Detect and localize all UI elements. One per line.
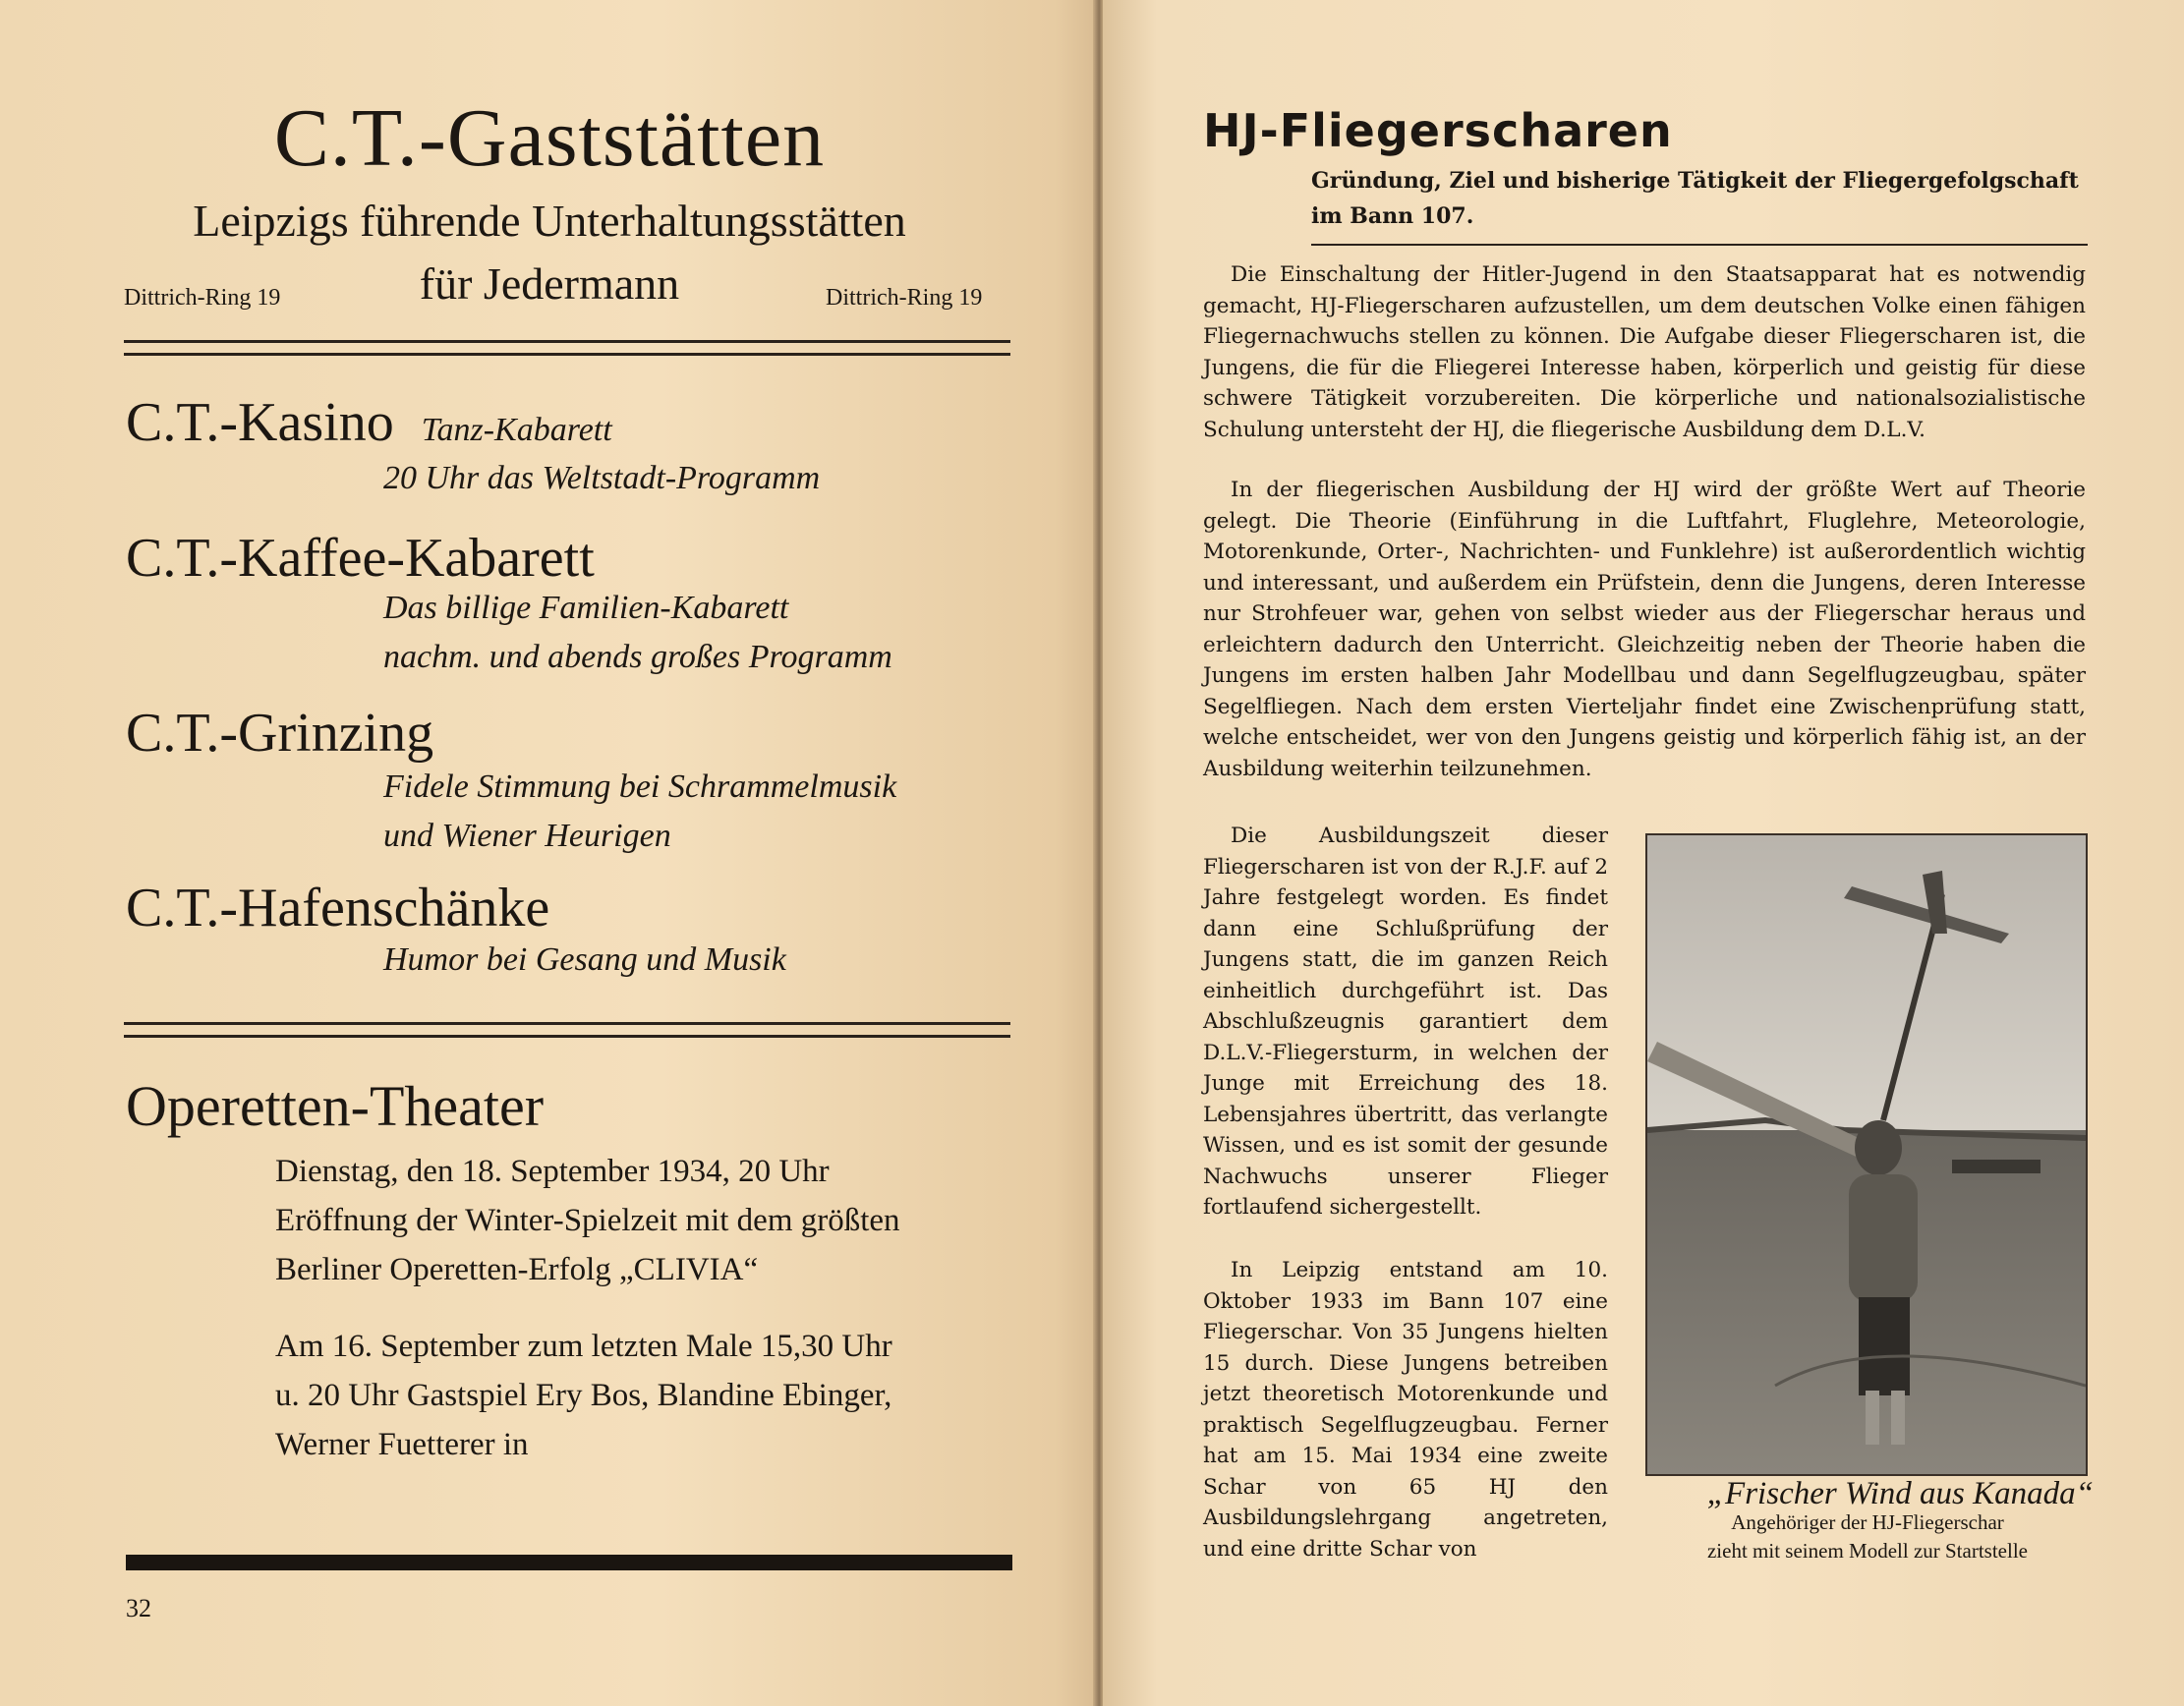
venue-name: C.T.-Grinzing [126,703,434,764]
operetta-line: Werner Fuetterer in [275,1427,529,1462]
venue-description: Das billige Familien-Kabarett [383,590,789,626]
double-rule-middle [124,1022,1010,1038]
operetta-line: Dienstag, den 18. September 1934, 20 Uhr [275,1154,830,1189]
operetta-line: Am 16. September zum letzten Male 15,30 Uhr [275,1329,892,1364]
venue-grinzing [126,702,433,765]
venue-description: nachm. und abends großes Programm [383,639,892,675]
operetta-line: Eröffnung der Winter-Spielzeit mit dem größten [275,1203,900,1238]
article-title: HJ-Fliegerscharen [1203,104,1673,157]
glider-photo [1645,833,2088,1476]
caption-line: Angehöriger der HJ-Fliegerschar [1731,1510,2004,1534]
operetta-title: Operetten-Theater [126,1074,545,1138]
venue-kasino [126,391,612,454]
venue-description: 20 Uhr das Weltstadt-Programm [383,460,821,496]
operetta-line: u. 20 Uhr Gastspiel Ery Bos, Blandine Ebinger, [275,1378,892,1413]
operetta-line: Berliner Operetten-Erfolg „CLIVIA“ [275,1252,759,1287]
venue-name: C.T.-Hafenschänke [126,878,550,938]
venue-name: C.T.-Kasino [126,392,394,453]
address-right: Dittrich-Ring 19 [826,285,983,311]
venue-description: Fidele Stimmung bei Schrammelmusik [383,768,897,805]
black-divider-bar [126,1555,1012,1570]
article-paragraph: Die Einschaltung der Hitler-Jugend in den Staatsapparat hat es notwendig gemacht, HJ-Fliegerscharen aufzustellen, um dem deutschen Volke einen fähigen Fliegernachwuchs stellen zu können. Die Aufgabe dieser Fliegerscharen ist, die Jungens, die für die Fliegerei Interesse haben, körperlich und geistig für diese schwere Tätigkeit vorzubereiten. Die körperliche und nationalsozialistische Schulung untersteht der HJ, die fliegerische Ausbildung dem D.L.V. [1203,262,2086,442]
article-subtitle: Gründung, Ziel und bisherige Tätigkeit der Fliegergefolgschaft im Bann 107. [1311,168,2079,229]
double-rule-top [124,340,1010,356]
venue-hafenschaenke [126,877,549,939]
article-paragraph: Die Ausbildungszeit dieser Fliegerscharen ist von der R.J.F. auf 2 Jahre festgelegt worden. Es findet dann eine Schlußprüfung der Jungens statt, die im ganzen Reich einheitlich durchgeführt ist. Das Abschlußzeugnis garantiert dem D.L.V.-Fliegersturm, in welchen der Junge mit Erreichung des 18. Lebensjahres übertritt, das verlangte Wissen, und es ist somit der gesunde Nachwuchs unserer Flieger fortlaufend sichergestellt. [1203,824,1608,1220]
operetta-line: „Frischer Wind aus Kanada“ [1706,1476,2094,1511]
caption-line: zieht mit seinem Modell zur Startstelle [1706,1539,2028,1563]
page-number: 32 [126,1594,151,1622]
venue-tag: Tanz-Kabarett [421,412,612,448]
photo-caption [1632,1508,2103,1565]
article-paragraph: In Leipzig entstand am 10. Oktober 1933 im Bann 107 eine Fliegerschar. Von 35 Jungens hielten 15 durch. Diese Jungens betreiben jetzt theoretisch Motorenkunde und praktisch Segelflugzeugbau. Ferner hat am 15. Mai 1934 eine zweite Schar von 65 HJ den Ausbildungslehrgang angetreten, und eine dritte Schar von [1203,1258,1608,1562]
article-rule [1311,244,2088,246]
venue-description: und Wiener Heurigen [383,818,671,854]
page-subtitle-line2: für Jedermann [419,258,680,309]
page-subtitle: Leipzigs führende Unterhaltungsstätten [193,196,906,246]
venue-description: Humor bei Gesang und Musik [383,941,786,978]
venue-kaffee-kabarett [126,527,595,590]
venue-name: C.T.-Kaffee-Kabarett [126,528,595,589]
page-title: C.T.-Gaststätten [273,92,826,184]
address-left: Dittrich-Ring 19 [124,285,281,311]
article-paragraph: In der fliegerischen Ausbildung der HJ wird der größte Wert auf Theorie gelegt. Die Theorie (Einführung in die Luftfahrt, Fluglehre, Meteorologie, Motorenkunde, Orter-, Nachrichten- und Funklehre) ist außerordentlich wichtig und interessant, und außerdem ein Prüfstein, denn die Jungens, deren Interesse nur Strohfeuer war, gehen von selbst wieder aus der Fliegerschar heraus und erleichtern dadurch den Unterricht. Gleichzeitig neben der Theorie haben die Jungens im ersten halben Jahr Modellbau und dann Segelflugzeugbau, später Segelfliegen. Nach dem ersten Vierteljahr findet eine Zwischenprüfung statt, welche entscheidet, wer von den Jungens geistig und körperlich fähig ist, an der Ausbildung weiterhin teilzunehmen. [1203,478,2086,781]
